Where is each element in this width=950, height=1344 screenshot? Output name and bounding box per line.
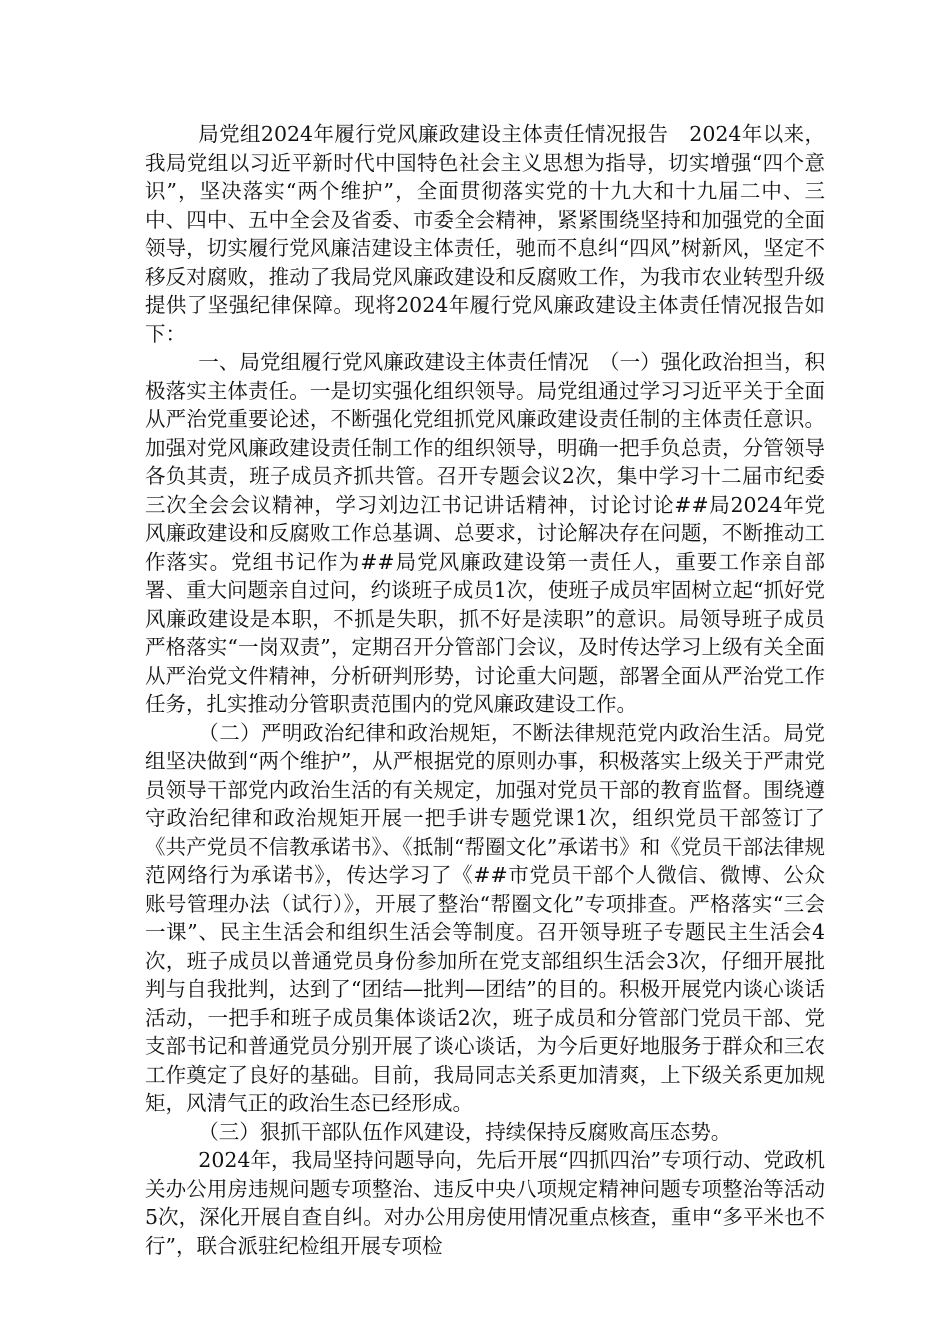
report-title-and-intro-paragraph [145, 120, 825, 348]
paragraph-text: （二）严明政治纪律和政治规矩，不断法律规范党内政治生活。局党组坚决做到“两个维护”，从严根据党的原则办事，积极落实上级关于严肃党员领导干部党内政治生活的有关规定，加强对党员干部的教育监督。围绕遵守政治纪律和政治规矩开展一把手讲专题党课1次，组织党员干部签订了《共产党员不信教承诺书》、《抵制“帮圈文化”承诺书》和《党员干部法律规范网络行为承诺书》，传达学习了《##市党员干部个人微信、微博、公众账号管理办法（试行）》，开展了整治“帮圈文化”专项排查。严格落实“三会一课”、民主生活会和组织生活会等制度。召开领导班子专题民主生活会4次，班子成员以普通党员身份参加所在党支部组织生活会3次，仔细开展批判与自我批判，达到了“团结—批判—团结”的目的。积极开展党内谈心谈话活动，一把手和班子成员集体谈话2次，班子成员和分管部门党员干部、党支部书记和普通党员分别开展了谈心谈话，为今后更好地服务于群众和三农工作奠定了良好的基础。目前，我局同志关系更加清爽，上下级关系更加规矩，风清气正的政治生态已经形成。 [145, 720, 825, 1115]
document-body [145, 120, 825, 1260]
paragraph-text: 局党组2024年履行党风廉政建设主体责任情况报告 2024年以来，我局党组以习近平新时代中国特色社会主义思想为指导，切实增强“四个意识”，坚决落实“两个维护”，全面贯彻落实党的十九大和十九届二中、三中、四中、五中全会及省委、市委全会精神，紧紧围绕坚持和加强党的全面领导，切实履行党风廉洁建设主体责任，驰而不息纠“四风”树新风，坚定不移反对腐败，推动了我局党风廉政建设和反腐败工作，为我市农业转型升级提供了坚强纪律保障。现将2024年履行党风廉政建设主体责任情况报告如下： [145, 122, 825, 346]
section-two-paragraph [145, 719, 825, 1118]
paragraph-text: 2024年，我局坚持问题导向，先后开展“四抓四治”专项行动、党政机关办公用房违规问题专项整治、违反中央八项规定精神问题专项整治等活动5次，深化开展自查自纠。对办公用房使用情况重点核查，重申“多平米也不行”，联合派驻纪检组开展专项检 [145, 1148, 825, 1258]
section-one-paragraph [145, 348, 825, 719]
paragraph-text: （三）狠抓干部队伍作风建设，持续保持反腐败高压态势。 [198, 1119, 732, 1144]
section-three-paragraph [145, 1146, 825, 1260]
paragraph-text: 一、局党组履行党风廉政建设主体责任情况 （一）强化政治担当，积极落实主体责任。一是切实强化组织领导。局党组通过学习习近平关于全面从严治党重要论述，不断强化党组抓党风廉政建设责任制的主体责任意识。加强对党风廉政建设责任制工作的组织领导，明确一把手负总责，分管领导各负其责，班子成员齐抓共管。召开专题会议2次，集中学习十二届市纪委三次全会会议精神，学习刘边江书记讲话精神，讨论讨论##局2024年党风廉政建设和反腐败工作总基调、总要求，讨论解决存在问题，不断推动工作落实。党组书记作为##局党风廉政建设第一责任人，重要工作亲自部署、重大问题亲自过问，约谈班子成员1次，使班子成员牢固树立起“抓好党风廉政建设是本职，不抓是失职，抓不好是渎职”的意识。局领导班子成员严格落实“一岗双责”，定期召开分管部门会议，及时传达学习上级有关全面从严治党文件精神，分析研判形势，讨论重大问题，部署全面从严治党工作任务，扎实推动分管职责范围内的党风廉政建设工作。 [145, 350, 825, 716]
section-three-heading [145, 1118, 825, 1147]
